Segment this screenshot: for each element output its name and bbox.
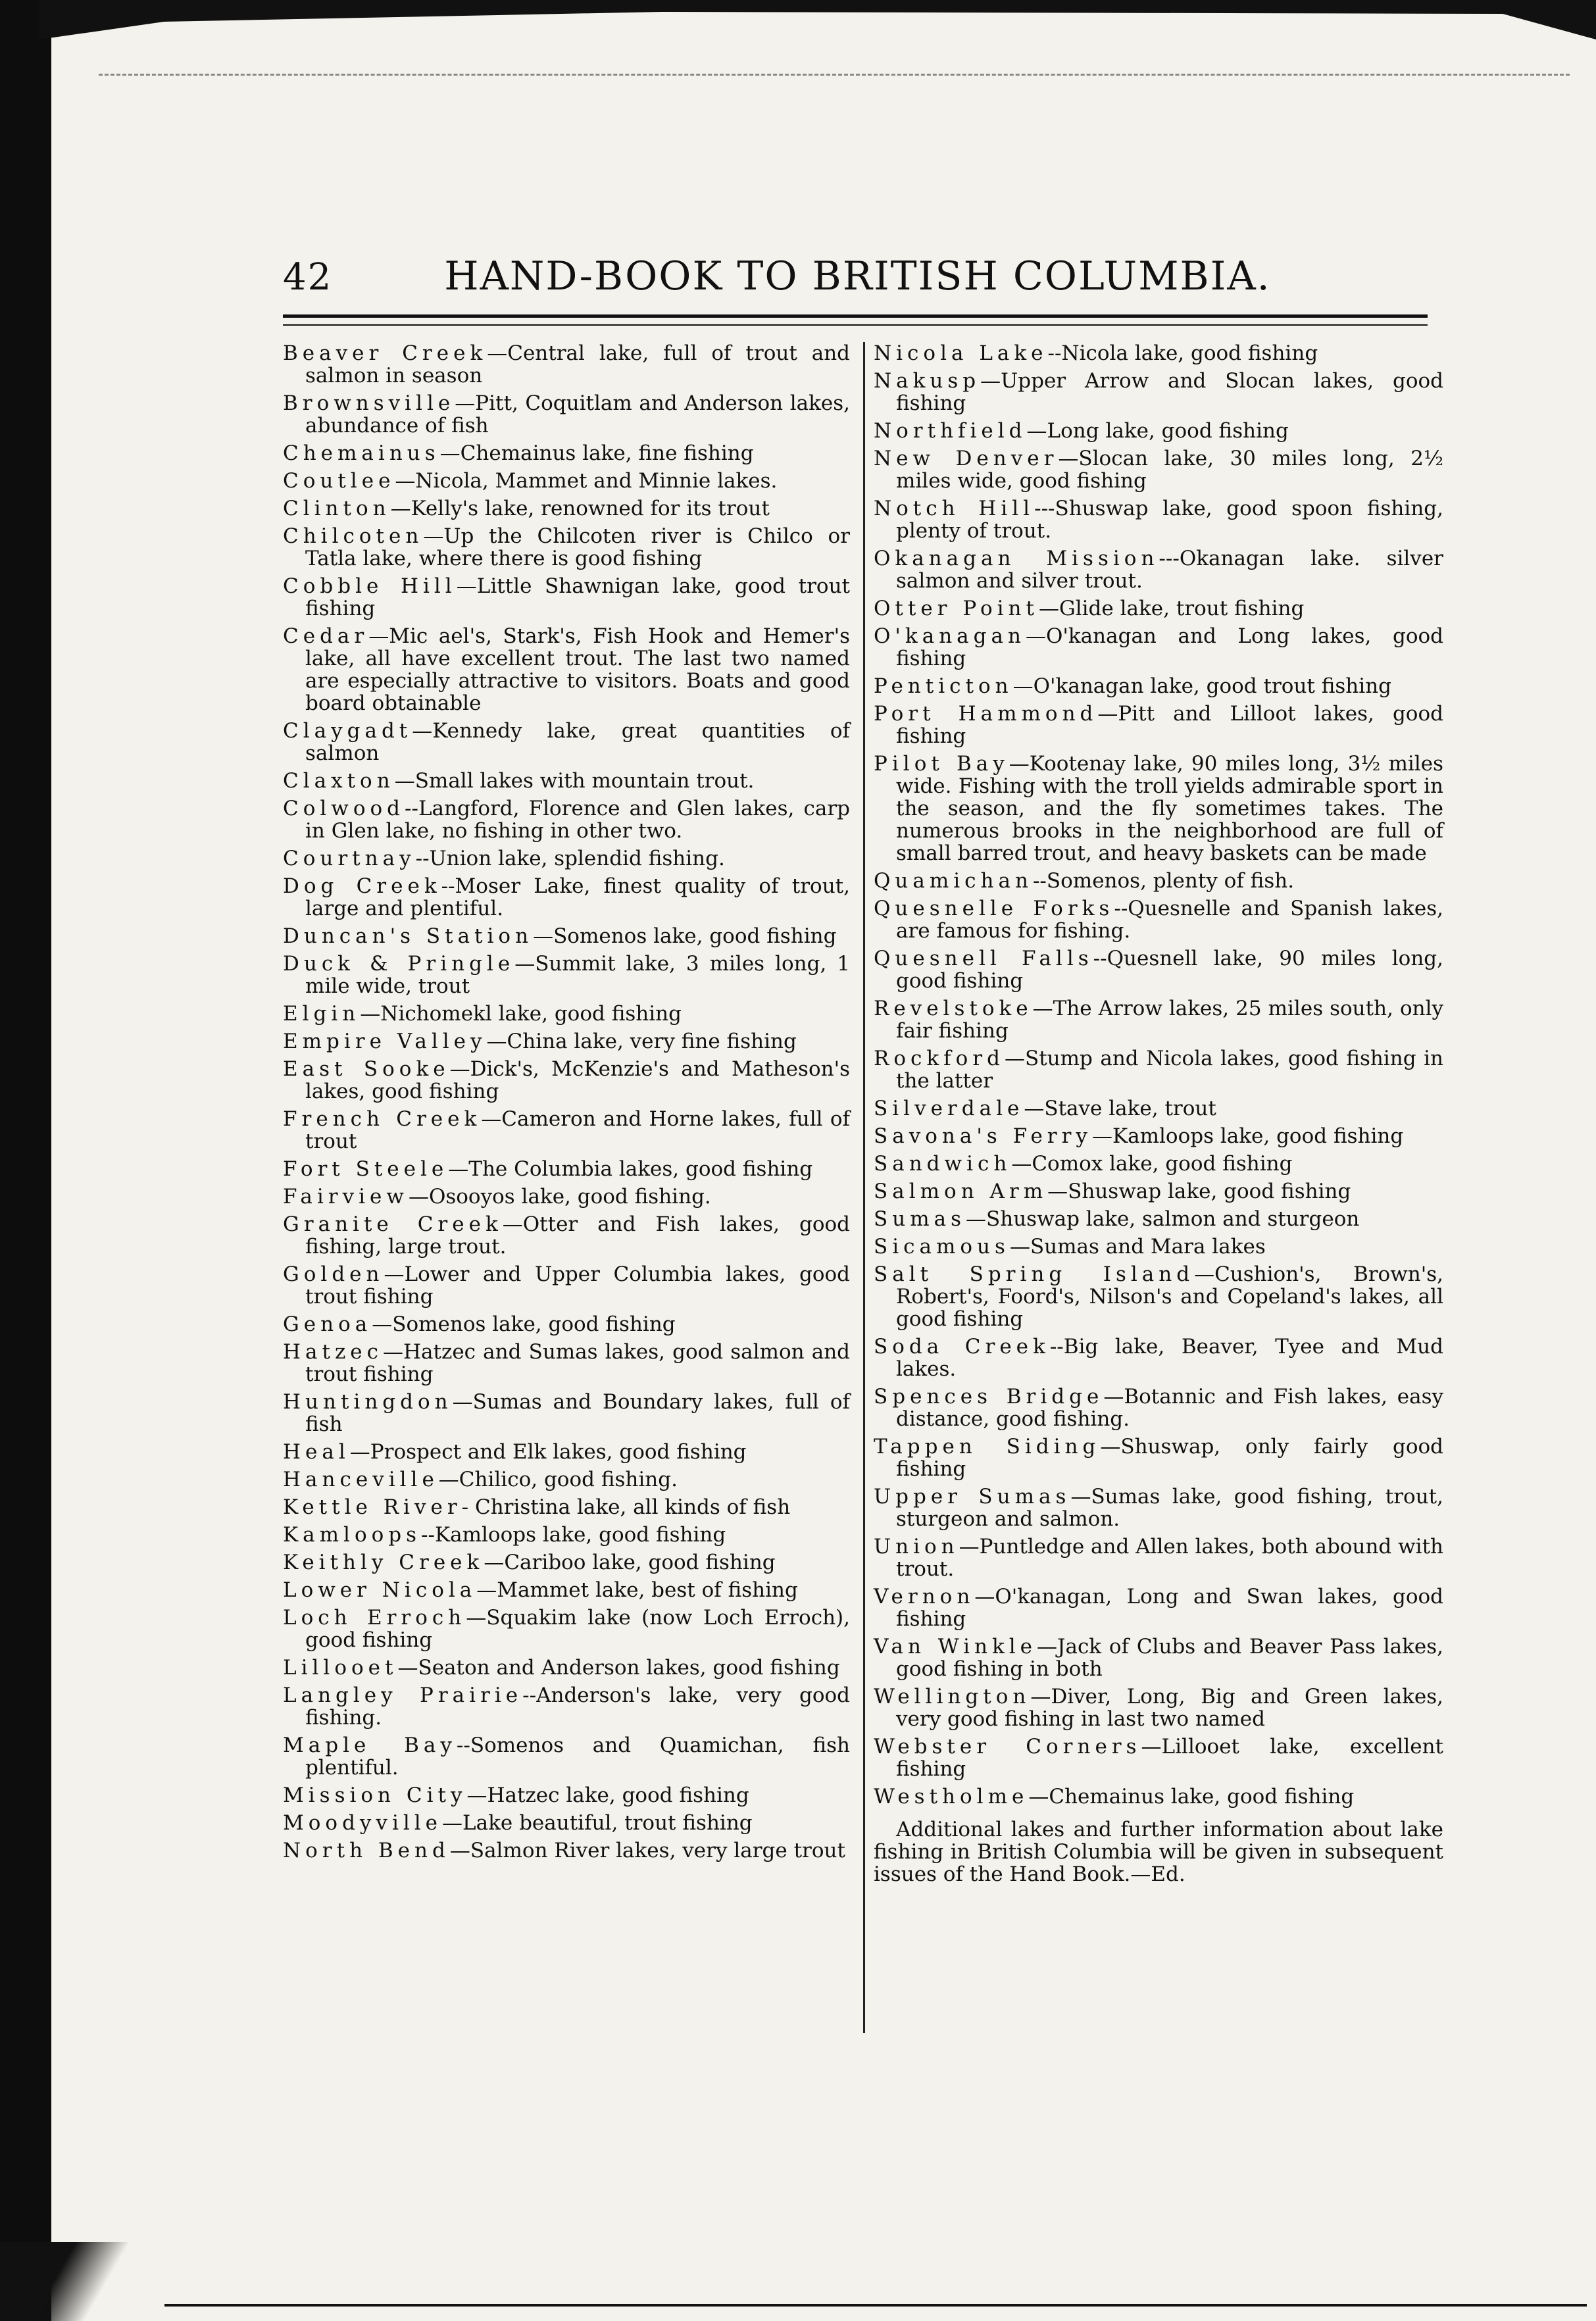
fishing-entry	[283, 847, 850, 870]
place-name: North Bend	[283, 1839, 450, 1862]
entry-description: —Hatzec lake, good fishing	[466, 1784, 749, 1807]
place-name: Maple Bay	[283, 1734, 457, 1757]
place-name: Sandwich	[874, 1152, 1012, 1176]
fishing-entry	[283, 1551, 850, 1574]
fishing-entry	[874, 1735, 1443, 1780]
place-name: Westholme	[874, 1785, 1029, 1809]
fishing-entry	[874, 1263, 1443, 1330]
entry-description: —Slocan lake, 30 miles long, 2½ miles wide, good fishing	[896, 447, 1444, 493]
entry-description: —Stump and Nicola lakes, good fishing in the latter	[896, 1047, 1443, 1093]
place-name: Moodyville	[283, 1811, 443, 1835]
place-name: Spences Bridge	[874, 1385, 1104, 1409]
fishing-entry	[283, 1441, 850, 1463]
entry-description: —Cushion's, Brown's, Robert's, Foord's, Nilson's and Copeland's lakes, all good fishing	[896, 1262, 1443, 1331]
entry-description: —Hatzec and Sumas lakes, good salmon and trout fishing	[305, 1340, 850, 1386]
fishing-entry	[283, 770, 850, 792]
entry-description: —Mammet lake, best of fishing	[476, 1578, 798, 1602]
place-name: Revelstoke	[874, 997, 1033, 1020]
place-name: Fort Steele	[283, 1157, 449, 1181]
fishing-entry	[283, 720, 850, 764]
entry-description: —Sumas and Boundary lakes, full of fish	[305, 1390, 850, 1436]
fishing-entry	[874, 1635, 1443, 1680]
entry-description: —Upper Arrow and Slocan lakes, good fishing	[896, 369, 1443, 415]
entry-description: - Christina lake, all kinds of fish	[461, 1495, 791, 1519]
scan-top-border	[39, 0, 1596, 39]
fishing-entry	[283, 1496, 850, 1518]
place-name: Wellington	[874, 1685, 1031, 1709]
fishing-entry	[283, 470, 850, 492]
place-name: Coutlee	[283, 469, 395, 493]
place-name: Langley Prairie	[283, 1684, 523, 1707]
place-name: Duncan's Station	[283, 924, 534, 948]
entry-description: —Diver, Long, Big and Green lakes, very good fishing in last two named	[896, 1685, 1443, 1731]
place-name: Elgin	[283, 1002, 361, 1026]
entry-description: —Kootenay lake, 90 miles long, 3½ miles wide. Fishing with the troll yields admirable sport in the season, and the fly sometimes takes. The numerous brooks in the neighborhood are full of small barred trout, and heavy baskets can be made	[896, 752, 1443, 865]
place-name: Nicola Lake	[874, 341, 1048, 365]
fishing-entry	[283, 1108, 850, 1153]
fishing-entry	[874, 870, 1443, 892]
place-name: East Sooke	[283, 1057, 450, 1081]
entry-description: —Prospect and Elk lakes, good fishing	[349, 1440, 747, 1464]
fishing-entry	[874, 997, 1443, 1042]
entry-description: --Nicola lake, good fishing	[1047, 341, 1318, 365]
fishing-entry	[874, 547, 1443, 592]
right-column	[874, 342, 1443, 1906]
place-name: Okanagan Mission	[874, 547, 1159, 570]
fishing-entry	[874, 342, 1443, 364]
fishing-entry	[283, 1313, 850, 1335]
place-name: Sumas	[874, 1207, 966, 1231]
place-name: Kamloops	[283, 1523, 422, 1547]
entry-description: —Sumas and Mara lakes	[1009, 1235, 1266, 1259]
entry-description: --Moser Lake, finest quality of trout, large and plentiful.	[305, 874, 850, 920]
fishing-entry	[283, 1579, 850, 1601]
fishing-entry	[283, 575, 850, 620]
fishing-entry	[283, 1030, 850, 1053]
fishing-entry	[283, 925, 850, 947]
place-name: Penticton	[874, 674, 1013, 698]
entry-description: —China lake, very fine fishing	[486, 1030, 797, 1053]
fishing-entry	[283, 1213, 850, 1258]
place-name: Fairview	[283, 1185, 409, 1209]
entry-description: —Cameron and Horne lakes, full of trout	[305, 1107, 850, 1153]
fishing-entry	[874, 703, 1443, 747]
place-name: Van Winkle	[874, 1635, 1037, 1659]
fishing-entry	[283, 342, 850, 387]
place-name: Heal	[283, 1440, 350, 1464]
fishing-entry	[874, 675, 1443, 697]
entry-description: —Pitt and Lilloot lakes, good fishing	[896, 702, 1443, 748]
fishing-entry	[283, 1734, 850, 1779]
fishing-entry	[283, 1263, 850, 1308]
entry-description: —Comox lake, good fishing	[1011, 1152, 1293, 1176]
place-name: Salt Spring Island	[874, 1262, 1195, 1286]
place-name: Empire Valley	[283, 1030, 487, 1053]
entry-description: —The Columbia lakes, good fishing	[448, 1157, 813, 1181]
place-name: Silverdale	[874, 1097, 1024, 1120]
place-name: Chilcoten	[283, 524, 424, 548]
entry-description: --Big lake, Beaver, Tyee and Mud lakes.	[896, 1335, 1443, 1381]
scan-left-border	[0, 0, 51, 2321]
scan-bottom-corner	[0, 2242, 171, 2321]
right-entries	[874, 342, 1443, 1808]
fishing-entry	[283, 797, 850, 842]
entry-description: —Mic ael's, Stark's, Fish Hook and Hemer's lake, all have excellent trout. The last two named are especially attractive to visitors. Boats and good board obtainable	[305, 624, 850, 715]
fishing-entry	[874, 420, 1443, 442]
entry-description: ---Shuswap lake, good spoon fishing, plenty of trout.	[896, 497, 1443, 543]
header-rule	[283, 314, 1428, 326]
entry-description: —Squakim lake (now Loch Erroch), good fishing	[305, 1606, 850, 1652]
place-name: Vernon	[874, 1585, 975, 1609]
place-name: Sicamous	[874, 1235, 1010, 1259]
place-name: Duck & Pringle	[283, 952, 515, 976]
entry-description: —Kennedy lake, great quantities of salmon	[305, 719, 850, 765]
place-name: Chemainus	[283, 441, 440, 465]
entry-description: —Nicola, Mammet and Minnie lakes.	[395, 469, 778, 493]
entry-description: —Small lakes with mountain trout.	[394, 769, 755, 793]
fishing-entry	[283, 442, 850, 464]
entry-description: --Somenos and Quamichan, fish plentiful.	[305, 1734, 850, 1780]
place-name: Port Hammond	[874, 702, 1098, 726]
fishing-entry	[283, 625, 850, 714]
entry-description: —Otter and Fish lakes, good fishing, large trout.	[305, 1212, 850, 1259]
place-name: O'kanagan	[874, 624, 1026, 648]
fishing-entry	[874, 447, 1443, 492]
place-name: Claxton	[283, 769, 395, 793]
entry-description: —Shuswap, only fairly good fishing	[896, 1435, 1443, 1481]
place-name: Golden	[283, 1262, 384, 1286]
place-name: Quamichan	[874, 869, 1033, 893]
fishing-entry	[283, 525, 850, 570]
column-divider	[863, 342, 865, 2033]
fishing-entry	[283, 1524, 850, 1546]
fishing-entry	[283, 1391, 850, 1435]
entry-description: —Kelly's lake, renowned for its trout	[390, 497, 770, 520]
fishing-entry	[874, 625, 1443, 670]
entry-description: —Chilico, good fishing.	[438, 1468, 678, 1491]
fishing-entry	[874, 753, 1443, 864]
place-name: Beaver Creek	[283, 341, 487, 365]
place-name: Otter Point	[874, 597, 1039, 620]
place-name: Pilot Bay	[874, 752, 1009, 776]
place-name: Salmon Arm	[874, 1180, 1048, 1203]
fishing-entry	[874, 1335, 1443, 1380]
fishing-entry	[874, 1685, 1443, 1730]
scan-top-rule	[99, 74, 1570, 76]
fishing-entry	[874, 1125, 1443, 1147]
place-name: Quesnell Falls	[874, 947, 1093, 970]
fishing-entry	[874, 1785, 1443, 1808]
fishing-entry	[283, 1003, 850, 1025]
entry-description: --Langford, Florence and Glen lakes, carp in Glen lake, no fishing in other two.	[305, 797, 850, 843]
place-name: French Creek	[283, 1107, 482, 1131]
fishing-entry	[874, 1385, 1443, 1430]
fishing-entry	[874, 1535, 1443, 1580]
entry-description: —Pitt, Coquitlam and Anderson lakes, abundance of fish	[305, 391, 850, 437]
entry-description: —Cariboo lake, good fishing	[484, 1551, 776, 1574]
fishing-entry	[874, 1153, 1443, 1175]
place-name: Courtnay	[283, 847, 416, 870]
place-name: Clinton	[283, 497, 391, 520]
entry-description: —The Arrow lakes, 25 miles south, only fair fishing	[896, 997, 1443, 1043]
fishing-entry	[283, 1468, 850, 1491]
entry-description: —Nichomekl lake, good fishing	[360, 1002, 682, 1026]
place-name: Northfield	[874, 419, 1027, 443]
entry-description: --Union lake, splendid fishing.	[415, 847, 725, 870]
fishing-entry	[283, 1607, 850, 1651]
place-name: Lillooet	[283, 1656, 398, 1680]
fishing-entry	[874, 1097, 1443, 1120]
entry-description: —Sumas lake, good fishing, trout, sturgeon and salmon.	[896, 1485, 1443, 1531]
place-name: Hanceville	[283, 1468, 439, 1491]
entry-description: —Chemainus lake, fine fishing	[439, 441, 754, 465]
place-name: Mission City	[283, 1784, 467, 1807]
place-name: Keithly Creek	[283, 1551, 484, 1574]
entry-description: —Osooyos lake, good fishing.	[408, 1185, 711, 1209]
fishing-entry	[874, 370, 1443, 414]
editor-note: Additional lakes and further information about lake fishing in British Columbia will be given in subsequent issues of the Hand Book.—Ed.	[874, 1818, 1443, 1886]
place-name: Upper Sumas	[874, 1485, 1071, 1509]
entry-description: —Somenos lake, good fishing	[533, 924, 837, 948]
fishing-entry	[283, 1684, 850, 1729]
fishing-entry	[283, 953, 850, 997]
entry-description: —Little Shawnigan lake, good trout fishing	[305, 574, 851, 620]
entry-description: —O'kanagan and Long lakes, good fishing	[896, 624, 1443, 670]
entry-description: --Quesnell lake, 90 miles long, good fishing	[896, 947, 1443, 993]
place-name: Loch Erroch	[283, 1606, 466, 1630]
entry-description: —Seaton and Anderson lakes, good fishing	[397, 1656, 840, 1680]
place-name: Rockford	[874, 1047, 1005, 1070]
entry-description: —Dick's, McKenzie's and Matheson's lakes, good fishing	[305, 1057, 850, 1103]
page-title: HAND-BOOK TO BRITISH COLUMBIA.	[444, 253, 1271, 299]
entry-description: —Shuswap lake, salmon and sturgeon	[966, 1207, 1360, 1231]
entry-description: ---Okanagan lake. silver salmon and silver trout.	[896, 547, 1443, 593]
left-column	[283, 342, 850, 1867]
entry-description: —Botannic and Fish lakes, easy distance, good fishing.	[896, 1385, 1443, 1431]
entry-description: —Lower and Upper Columbia lakes, good trout fishing	[305, 1262, 850, 1309]
place-name: Hatzec	[283, 1340, 384, 1364]
fishing-entry	[874, 497, 1443, 542]
page-header	[283, 253, 1441, 306]
entry-description: —Somenos lake, good fishing	[372, 1312, 676, 1336]
fishing-entry	[283, 1158, 850, 1180]
fishing-entry	[283, 392, 850, 437]
place-name: Nakusp	[874, 369, 981, 393]
fishing-entry	[283, 875, 850, 920]
fishing-entry	[283, 1812, 850, 1834]
fishing-entry	[283, 1839, 850, 1862]
entry-description: —Lake beautiful, trout fishing	[442, 1811, 753, 1835]
entry-description: —Shuswap lake, good fishing	[1047, 1180, 1351, 1203]
fishing-entry	[283, 1341, 850, 1385]
fishing-entry	[874, 597, 1443, 620]
fishing-entry	[874, 897, 1443, 942]
entry-description: —Lillooet lake, excellent fishing	[896, 1735, 1444, 1781]
entry-description: —Glide lake, trout fishing	[1038, 597, 1305, 620]
entry-description: --Kamloops lake, good fishing	[421, 1523, 726, 1547]
place-name: Lower Nicola	[283, 1578, 477, 1602]
fishing-entry	[874, 1235, 1443, 1258]
page-number: 42	[283, 256, 333, 299]
place-name: Quesnelle Forks	[874, 897, 1114, 920]
entry-description: --Quesnelle and Spanish lakes, are famous for fishing.	[896, 897, 1443, 943]
place-name: Kettle River	[283, 1495, 462, 1519]
place-name: Notch Hill	[874, 497, 1035, 520]
entry-description: —Long lake, good fishing	[1026, 419, 1289, 443]
place-name: Webster Corners	[874, 1735, 1141, 1759]
entry-description: —Salmon River lakes, very large trout	[449, 1839, 845, 1862]
entry-description: —Puntledge and Allen lakes, both abound with trout.	[896, 1535, 1443, 1581]
fishing-entry	[874, 1180, 1443, 1203]
fishing-entry	[874, 1047, 1443, 1092]
fishing-entry	[283, 1657, 850, 1679]
place-name: Soda Creek	[874, 1335, 1050, 1359]
place-name: Claygadt	[283, 719, 412, 743]
fishing-entry	[874, 947, 1443, 992]
entry-description: —O'kanagan lake, good trout fishing	[1012, 674, 1392, 698]
fishing-entry	[874, 1435, 1443, 1480]
entry-description: —O'kanagan, Long and Swan lakes, good fishing	[896, 1585, 1443, 1631]
place-name: Genoa	[283, 1312, 372, 1336]
entry-description: —Jack of Clubs and Beaver Pass lakes, good fishing in both	[896, 1635, 1443, 1681]
place-name: Cobble Hill	[283, 574, 457, 598]
entry-description: —Chemainus lake, good fishing	[1028, 1785, 1355, 1809]
fishing-entry	[874, 1208, 1443, 1230]
place-name: New Denver	[874, 447, 1059, 470]
place-name: Huntingdon	[283, 1390, 453, 1414]
place-name: Granite Creek	[283, 1212, 503, 1236]
entry-description: —Kamloops lake, good fishing	[1091, 1124, 1404, 1148]
fishing-entry	[283, 1784, 850, 1807]
entry-description: —Summit lake, 3 miles long, 1 mile wide, trout	[305, 952, 850, 998]
entry-description: —Central lake, full of trout and salmon in season	[305, 341, 850, 387]
scan-bottom-rule	[164, 2304, 1587, 2307]
entry-description: --Somenos, plenty of fish.	[1032, 869, 1295, 893]
place-name: Colwood	[283, 797, 405, 820]
entry-description: --Anderson's lake, very good fishing.	[305, 1684, 850, 1730]
fishing-entry	[283, 1058, 850, 1103]
entry-description: —Stave lake, trout	[1024, 1097, 1216, 1120]
place-name: Brownsville	[283, 391, 455, 415]
place-name: Tappen Siding	[874, 1435, 1101, 1459]
place-name: Savona's Ferry	[874, 1124, 1092, 1148]
place-name: Cedar	[283, 624, 369, 648]
fishing-entry	[874, 1585, 1443, 1630]
fishing-entry	[283, 1185, 850, 1208]
entry-description: —Up the Chilcoten river is Chilco or Tatla lake, where there is good fishing	[305, 524, 850, 570]
fishing-entry	[874, 1485, 1443, 1530]
place-name: Union	[874, 1535, 959, 1559]
fishing-entry	[283, 497, 850, 520]
place-name: Dog Creek	[283, 874, 441, 898]
